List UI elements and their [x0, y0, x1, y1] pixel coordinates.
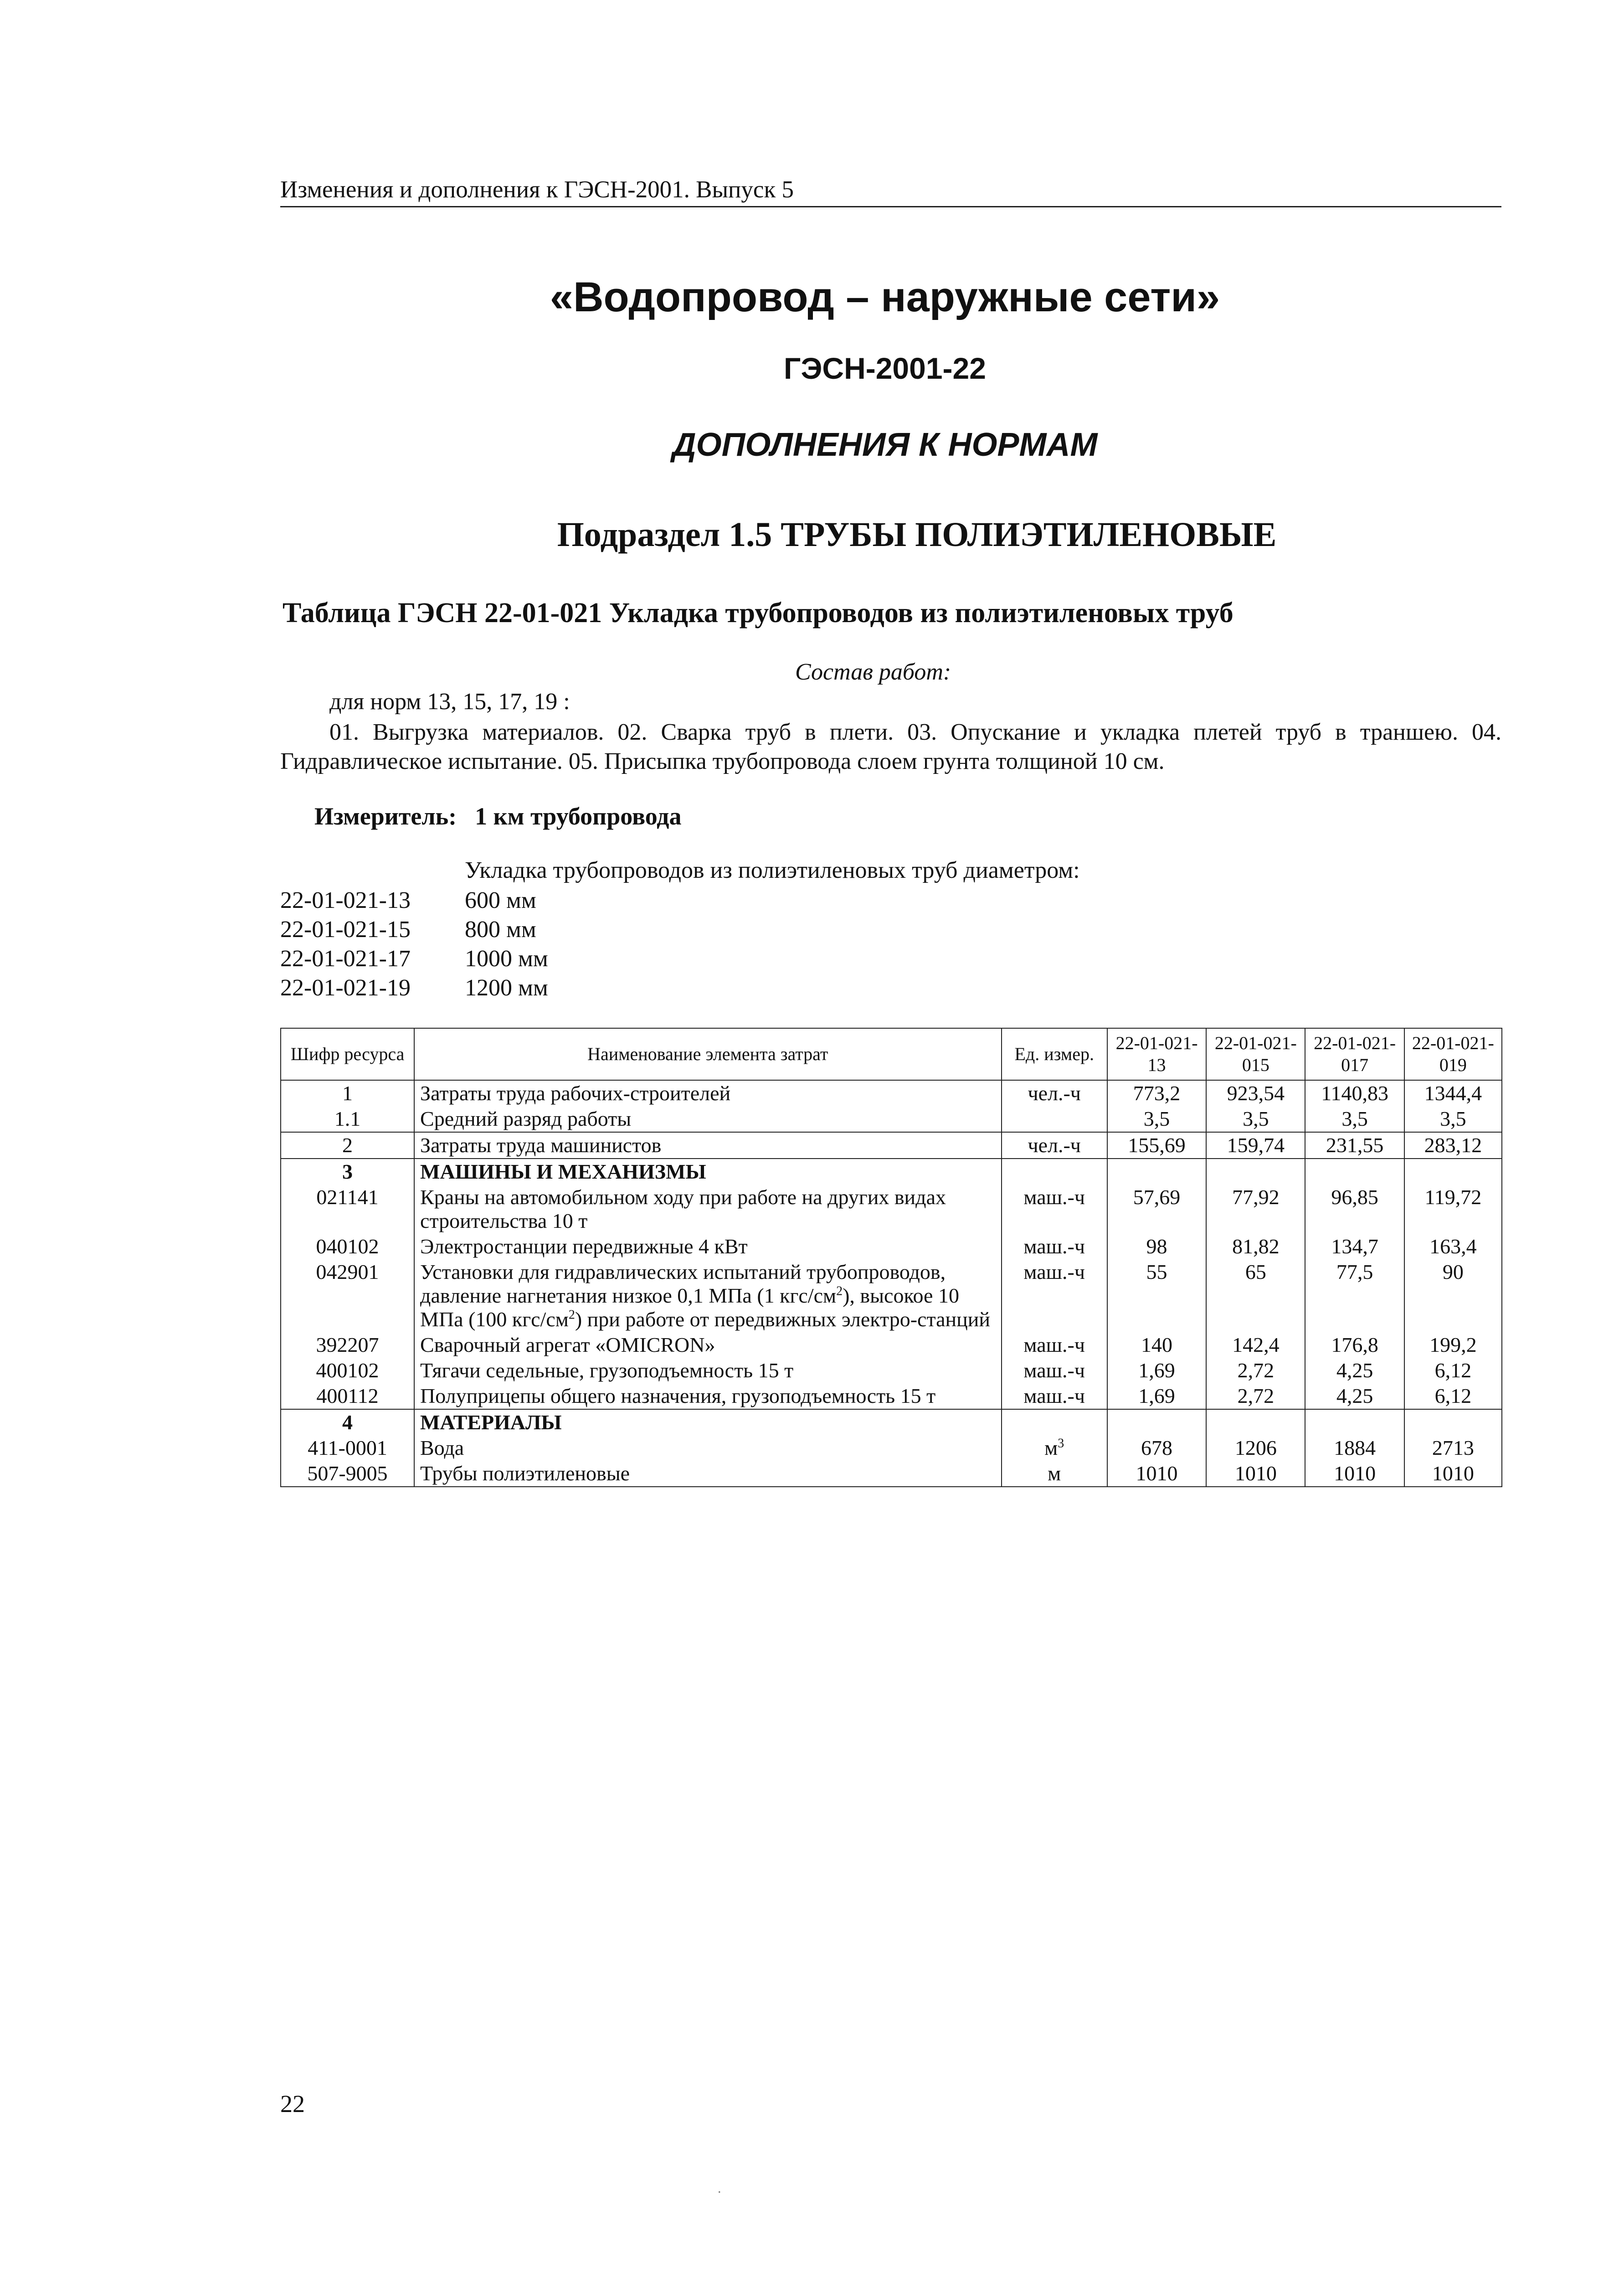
- cell-unit: маш.-ч: [1002, 1332, 1107, 1358]
- cell-value: 96,85: [1305, 1185, 1404, 1234]
- cell-name: Установки для гидравлических испытаний трубопроводов, давление нагнетания низкое 0,1 МПа (1 кгс/$см^2$), высокое 10 МПа (100 кгс/$см^2$) при работе от передвижных электро-станций: [414, 1259, 1001, 1332]
- cell-value: 1206: [1206, 1435, 1305, 1461]
- cell-code: 1: [281, 1080, 414, 1106]
- cell-name: Вода: [414, 1435, 1001, 1461]
- cell-code: 411-0001: [281, 1435, 414, 1461]
- cell-value: 678: [1107, 1435, 1206, 1461]
- cell-code: 4: [281, 1409, 414, 1435]
- norm-code: 22-01-021-17: [280, 946, 411, 972]
- scan-mark: .: [718, 2181, 721, 2196]
- cell-value: 1,69: [1107, 1358, 1206, 1383]
- cell-value: 142,4: [1206, 1332, 1305, 1358]
- cell-value: 90: [1404, 1259, 1502, 1332]
- cell-code: 2: [281, 1132, 414, 1159]
- cell-name: Средний разряд работы: [414, 1106, 1001, 1132]
- norm-value: 1200 мм: [465, 975, 548, 1001]
- table-row: [281, 1332, 1502, 1358]
- cell-value: 3,5: [1404, 1106, 1502, 1132]
- table-row: [281, 1132, 1502, 1159]
- table-row: [281, 1234, 1502, 1259]
- cell-code: 400112: [281, 1383, 414, 1409]
- cell-code: 507-9005: [281, 1461, 414, 1487]
- cell-value: 923,54: [1206, 1080, 1305, 1106]
- cell-value: 1010: [1305, 1461, 1404, 1487]
- resources-table: [280, 1028, 1502, 1487]
- measure-line: [314, 802, 682, 830]
- cell-code: 042901: [281, 1259, 414, 1332]
- cell-code: 040102: [281, 1234, 414, 1259]
- cell-code: 3: [281, 1159, 414, 1185]
- cell-value: 6,12: [1404, 1383, 1502, 1409]
- cell-value: 773,2: [1107, 1080, 1206, 1106]
- cell-value: 55: [1107, 1259, 1206, 1332]
- cell-value: 2,72: [1206, 1383, 1305, 1409]
- cell-value: 134,7: [1305, 1234, 1404, 1259]
- document-code: ГЭСН-2001-22: [784, 351, 986, 385]
- additions-heading: ДОПОЛНЕНИЯ К НОРМАМ: [672, 427, 1098, 463]
- section-row: [281, 1409, 1502, 1435]
- subsection-heading: Подраздел 1.5 ТРУБЫ ПОЛИЭТИЛЕНОВЫЕ: [557, 515, 1277, 554]
- norm-code: 22-01-021-15: [280, 917, 411, 943]
- cell-value: 1344,4: [1404, 1080, 1502, 1106]
- measure-label: Измеритель:: [314, 803, 457, 830]
- cell-code: 021141: [281, 1185, 414, 1234]
- cell-value: 2,72: [1206, 1358, 1305, 1383]
- cell-value: 57,69: [1107, 1185, 1206, 1234]
- cell-unit: маш.-ч: [1002, 1234, 1107, 1259]
- cell-value: 159,74: [1206, 1132, 1305, 1159]
- cell-name: Сварочный агрегат «OMICRON»: [414, 1332, 1001, 1358]
- cell-value: 81,82: [1206, 1234, 1305, 1259]
- norm-value: 600 мм: [465, 887, 536, 913]
- cell-value: 1140,83: [1305, 1080, 1404, 1106]
- cell-name: Краны на автомобильном ходу при работе на других видах строительства 10 т: [414, 1185, 1001, 1234]
- cell-unit: м: [1002, 1461, 1107, 1487]
- header-rule: [280, 206, 1501, 207]
- table-header-row: [281, 1028, 1502, 1080]
- norm-row: [280, 944, 548, 974]
- page-number: 22: [280, 2090, 305, 2117]
- cell-unit: маш.-ч: [1002, 1358, 1107, 1383]
- work-composition-text: 01. Выгрузка материалов. 02. Сварка труб в плети. 03. Опускание и укладка плетей труб в траншею. 04. Гидравлическое испытание. 05. Присыпка трубопровода слоем грунта толщиной 10 см.: [280, 719, 1501, 774]
- header-col-1: 22-01-021-13: [1107, 1028, 1206, 1080]
- cell-value: 176,8: [1305, 1332, 1404, 1358]
- cell-value: 1,69: [1107, 1383, 1206, 1409]
- cell-value: 199,2: [1404, 1332, 1502, 1358]
- work-for-norms: для норм 13, 15, 17, 19 :: [329, 689, 570, 715]
- norms-list: [280, 886, 548, 1003]
- cell-value: 4,25: [1305, 1383, 1404, 1409]
- table-row: [281, 1435, 1502, 1461]
- cell-value: 231,55: [1305, 1132, 1404, 1159]
- cell-name: Затраты труда рабочих-строителей: [414, 1080, 1001, 1106]
- table-row: [281, 1106, 1502, 1132]
- work-composition-title: Состав работ:: [795, 659, 951, 685]
- cell-value: 4,25: [1305, 1358, 1404, 1383]
- cell-value: 163,4: [1404, 1234, 1502, 1259]
- cell-value: 3,5: [1206, 1106, 1305, 1132]
- norm-row: [280, 915, 548, 944]
- header-col-3: 22-01-021-017: [1305, 1028, 1404, 1080]
- cell-unit: маш.-ч: [1002, 1185, 1107, 1234]
- cell-value: 1010: [1206, 1461, 1305, 1487]
- cell-value: 283,12: [1404, 1132, 1502, 1159]
- table-row: [281, 1358, 1502, 1383]
- cell-unit: чел.-ч: [1002, 1080, 1107, 1106]
- cell-value: 77,5: [1305, 1259, 1404, 1332]
- cell-value: 98: [1107, 1234, 1206, 1259]
- cell-value: 3,5: [1107, 1106, 1206, 1132]
- document-title: «Водопровод – наружные сети»: [550, 274, 1220, 320]
- cell-name: Тягачи седельные, грузоподъемность 15 т: [414, 1358, 1001, 1383]
- cell-unit: [1002, 1106, 1107, 1132]
- cell-value: 2713: [1404, 1435, 1502, 1461]
- cell-value: 140: [1107, 1332, 1206, 1358]
- cell-code: 1.1: [281, 1106, 414, 1132]
- table-heading: Таблица ГЭСН 22-01-021 Укладка трубопроводов из полиэтиленовых труб: [283, 598, 1233, 629]
- section-title: МАШИНЫ И МЕХАНИЗМЫ: [414, 1159, 1001, 1185]
- cell-name: Затраты труда машинистов: [414, 1132, 1001, 1159]
- table-row: [281, 1461, 1502, 1487]
- cell-value: 3,5: [1305, 1106, 1404, 1132]
- norm-value: 800 мм: [465, 917, 536, 943]
- header-col-4: 22-01-021-019: [1404, 1028, 1502, 1080]
- norm-row: [280, 886, 548, 915]
- cell-unit: маш.-ч: [1002, 1383, 1107, 1409]
- header-col-2: 22-01-021-015: [1206, 1028, 1305, 1080]
- cell-code: 400102: [281, 1358, 414, 1383]
- norm-value: 1000 мм: [465, 946, 548, 972]
- cell-value: 77,92: [1206, 1185, 1305, 1234]
- table-row: [281, 1383, 1502, 1409]
- norms-intro: Укладка трубопроводов из полиэтиленовых труб диаметром:: [465, 857, 1080, 883]
- header-name: Наименование элемента затрат: [414, 1028, 1001, 1080]
- header-code: Шифр ресурса: [281, 1028, 414, 1080]
- running-header: Изменения и дополнения к ГЭСН-2001. Выпуск 5: [280, 176, 794, 203]
- cell-unit: чел.-ч: [1002, 1132, 1107, 1159]
- cell-unit: $м^3$: [1002, 1435, 1107, 1461]
- cell-name: Полуприцепы общего назначения, грузоподъемность 15 т: [414, 1383, 1001, 1409]
- cell-name: Трубы полиэтиленовые: [414, 1461, 1001, 1487]
- norm-row: [280, 974, 548, 1003]
- table-row: [281, 1185, 1502, 1234]
- section-title: МАТЕРИАЛЫ: [414, 1409, 1001, 1435]
- header-unit: Ед. измер.: [1002, 1028, 1107, 1080]
- cell-value: 155,69: [1107, 1132, 1206, 1159]
- norm-code: 22-01-021-19: [280, 975, 411, 1001]
- measure-value: 1 км трубопровода: [475, 803, 682, 830]
- cell-value: 1010: [1404, 1461, 1502, 1487]
- cell-value: 65: [1206, 1259, 1305, 1332]
- section-row: [281, 1159, 1502, 1185]
- table-row: [281, 1080, 1502, 1106]
- cell-name: Электростанции передвижные 4 кВт: [414, 1234, 1001, 1259]
- table-row: [281, 1259, 1502, 1332]
- cell-code: 392207: [281, 1332, 414, 1358]
- norm-code: 22-01-021-13: [280, 887, 411, 913]
- cell-value: 6,12: [1404, 1358, 1502, 1383]
- cell-value: 1884: [1305, 1435, 1404, 1461]
- cell-value: 119,72: [1404, 1185, 1502, 1234]
- cell-unit: маш.-ч: [1002, 1259, 1107, 1332]
- cell-value: 1010: [1107, 1461, 1206, 1487]
